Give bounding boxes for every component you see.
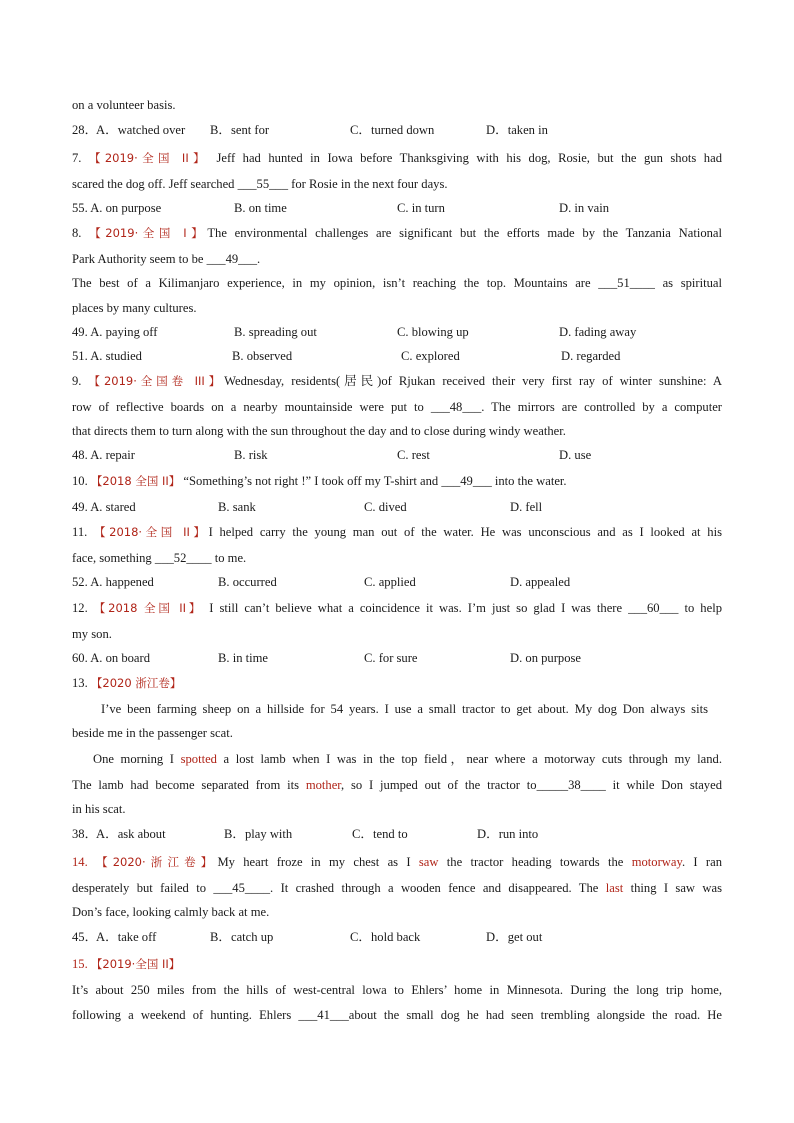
question-number: 10. bbox=[72, 474, 88, 488]
question-text: I helped carry the young man out of the water. He was unconscious and as I looked at his bbox=[208, 525, 722, 539]
source-tag: 【2019·全国 II】 bbox=[90, 957, 181, 971]
option-a: 49. A. paying off bbox=[72, 325, 158, 339]
highlighted-word: spotted bbox=[180, 752, 217, 766]
question-text: Wednesday, residents(居民)of Rjukan received their very first ray of winter sunshine: A bbox=[224, 374, 722, 388]
option-c: C. blowing up bbox=[397, 325, 469, 339]
option-c: C．tend to bbox=[352, 827, 408, 841]
question-10 bbox=[72, 473, 722, 489]
question-text: The environmental challenges are significant but the efforts made by the Tanzania National bbox=[207, 226, 722, 240]
option-a: 49. A. stared bbox=[72, 500, 136, 514]
question-text: desperately but failed to bbox=[72, 881, 214, 895]
answer-blank: ___41___ bbox=[298, 1008, 349, 1022]
question-8-line4: places by many cultures. bbox=[72, 301, 197, 315]
question-text: I still can’t believe what a coincidence it was. I’m just so glad I was there bbox=[203, 601, 629, 615]
text-line: on a volunteer basis. bbox=[72, 98, 176, 112]
option-a: 51. A. studied bbox=[72, 349, 142, 363]
question-number: 13. bbox=[72, 676, 88, 690]
option-c: C．hold back bbox=[350, 930, 421, 944]
question-14-line2 bbox=[72, 880, 722, 896]
passage-text: it while Don stayed bbox=[605, 778, 722, 792]
option-c: C. in turn bbox=[397, 201, 445, 215]
option-a: A．watched over bbox=[96, 123, 186, 137]
option-d: D. use bbox=[559, 448, 592, 462]
option-a: 48. A. repair bbox=[72, 448, 135, 462]
question-text: . bbox=[257, 252, 261, 266]
question-text: to help bbox=[678, 601, 722, 615]
question-7-line2 bbox=[72, 176, 722, 192]
option-a: A．ask about bbox=[96, 827, 166, 841]
question-9-line2 bbox=[72, 399, 722, 415]
question-text: scared the dog off. Jeff searched bbox=[72, 177, 238, 191]
question-text: The best of a Kilimanjaro experience, in my opinion, isn’t reaching the top. Mountains are bbox=[72, 276, 599, 290]
question-number: 14. bbox=[72, 855, 88, 869]
question-text: thing I saw was bbox=[623, 881, 722, 895]
question-8-line3 bbox=[72, 275, 722, 291]
question-text: My heart froze in my chest as I bbox=[217, 855, 419, 869]
passage-text: , so I jumped out of the tractor to bbox=[341, 778, 537, 792]
option-b: B. spreading out bbox=[234, 325, 317, 339]
source-tag: 【2018 全国 II】 bbox=[90, 474, 181, 488]
option-d: D. in vain bbox=[559, 201, 610, 215]
passage-line: in his scat. bbox=[72, 802, 126, 816]
question-number: 8. bbox=[72, 226, 82, 240]
option-a: 52. A. happened bbox=[72, 575, 154, 589]
answer-blank: ___45____ bbox=[213, 881, 271, 895]
answer-blank: ___60___ bbox=[628, 601, 679, 615]
question-text: . It crashed through a wooden fence and disappeared. The bbox=[270, 881, 606, 895]
question-text: to me. bbox=[211, 551, 247, 565]
question-text: into the water. bbox=[491, 474, 567, 488]
option-c: C. for sure bbox=[364, 651, 418, 665]
source-tag: 【2019·全国 I】 bbox=[89, 226, 208, 240]
question-number: 9. bbox=[72, 374, 82, 388]
highlighted-word: motorway bbox=[631, 855, 682, 869]
question-text: . I ran bbox=[681, 855, 722, 869]
option-b: B. on time bbox=[234, 201, 287, 215]
answer-blank: ___51____ bbox=[598, 276, 655, 290]
question-number: 12. bbox=[72, 601, 88, 615]
highlighted-word: mother bbox=[305, 778, 341, 792]
passage-text: The lamb had become separated from its bbox=[72, 778, 306, 792]
question-11 bbox=[72, 524, 722, 540]
question-text: as spiritual bbox=[654, 276, 723, 290]
passage-text: about the small dog he had seen trembling alongside the road. He bbox=[348, 1008, 722, 1022]
answer-blank: ___52____ bbox=[154, 551, 212, 565]
question-number: 11. bbox=[72, 525, 88, 539]
question-14 bbox=[72, 854, 722, 870]
question-9 bbox=[72, 373, 722, 389]
source-tag: 【2018·全国 II】 bbox=[94, 525, 209, 539]
source-tag: 【2018 全国 II】 bbox=[93, 601, 204, 615]
highlighted-word: last bbox=[605, 881, 624, 895]
option-b: B. sank bbox=[218, 500, 256, 514]
highlighted-word: saw bbox=[418, 855, 439, 869]
question-15 bbox=[72, 956, 722, 972]
passage-line: beside me in the passenger scat. bbox=[72, 726, 233, 740]
option-b: B. risk bbox=[234, 448, 268, 462]
option-d: D．get out bbox=[486, 930, 543, 944]
question-text: for Rosie in the next four days. bbox=[288, 177, 448, 191]
option-b: B．catch up bbox=[210, 930, 274, 944]
option-c: C. applied bbox=[364, 575, 416, 589]
option-number: 38． bbox=[72, 827, 98, 841]
question-text: . The mirrors are controlled by a computer bbox=[481, 400, 722, 414]
option-d: D．run into bbox=[477, 827, 539, 841]
answer-blank: ___55___ bbox=[237, 177, 289, 191]
passage-text: following a weekend of hunting. Ehlers bbox=[72, 1008, 299, 1022]
question-text: “Something’s not right !” I took off my T-shirt and bbox=[180, 474, 442, 488]
question-14-line3: Don’s face, looking calmly back at me. bbox=[72, 905, 270, 919]
option-b: B. occurred bbox=[218, 575, 277, 589]
answer-blank: ___49___ bbox=[206, 252, 258, 266]
source-tag: 【2019·全国卷 III】 bbox=[88, 374, 225, 388]
question-12-line2: my son. bbox=[72, 627, 112, 641]
answer-blank: ___48___ bbox=[430, 400, 482, 414]
question-11-line2 bbox=[72, 550, 722, 566]
option-number: 45． bbox=[72, 930, 98, 944]
passage-line: It’s about 250 miles from the hills of west-central lowa to Ehlers’ home in Minnesota. During the long trip home, bbox=[72, 983, 722, 997]
question-8-line2 bbox=[72, 251, 722, 267]
question-text: the tractor heading towards the bbox=[438, 855, 632, 869]
source-tag: 【2019·全国 II】 bbox=[88, 151, 209, 165]
option-c: C. rest bbox=[397, 448, 430, 462]
option-a: 55. A. on purpose bbox=[72, 201, 162, 215]
question-number: 7. bbox=[72, 151, 82, 165]
source-tag: 【2020·浙江卷】 bbox=[96, 855, 218, 869]
question-8 bbox=[72, 225, 722, 241]
question-9-line3: that directs them to turn along with the sun throughout the day and to close during windy weather. bbox=[72, 424, 566, 438]
passage-line bbox=[72, 1007, 722, 1023]
option-c: C. explored bbox=[401, 349, 460, 363]
question-text: row of reflective boards on a nearby mountainside were put to bbox=[72, 400, 431, 414]
option-b: B．sent for bbox=[210, 123, 270, 137]
option-d: D. on purpose bbox=[510, 651, 582, 665]
question-text: face, something bbox=[72, 551, 155, 565]
option-number: 28． bbox=[72, 123, 98, 137]
passage-line bbox=[72, 777, 722, 793]
option-d: D．taken in bbox=[486, 123, 548, 137]
passage-line: I’ve been farming sheep on a hillside for 54 years. I use a small tractor to get about. My dog Don always sits bbox=[101, 702, 708, 716]
option-a: 60. A. on board bbox=[72, 651, 151, 665]
question-13 bbox=[72, 675, 722, 691]
question-text: Park Authority seem to be bbox=[72, 252, 207, 266]
option-c: C．turned down bbox=[350, 123, 435, 137]
option-c: C. dived bbox=[364, 500, 407, 514]
question-text: Jeff had hunted in Iowa before Thanksgiving with his dog, Rosie, but the gun shots had bbox=[208, 151, 722, 165]
answer-blank: _____38____ bbox=[536, 778, 606, 792]
option-a: A．take off bbox=[96, 930, 157, 944]
passage-line bbox=[93, 751, 722, 767]
question-7 bbox=[72, 150, 722, 166]
option-b: B. in time bbox=[218, 651, 269, 665]
option-d: D. appealed bbox=[510, 575, 571, 589]
passage-text: One morning I bbox=[93, 752, 181, 766]
option-b: B. observed bbox=[232, 349, 293, 363]
option-d: D. fading away bbox=[559, 325, 637, 339]
passage-text: a lost lamb when I was in the top field，near where a motorway cuts through my land. bbox=[216, 752, 722, 766]
question-number: 15. bbox=[72, 957, 88, 971]
option-b: B．play with bbox=[224, 827, 293, 841]
option-d: D. regarded bbox=[561, 349, 621, 363]
question-12 bbox=[72, 600, 722, 616]
option-d: D. fell bbox=[510, 500, 543, 514]
source-tag: 【2020 浙江卷】 bbox=[90, 676, 182, 690]
answer-blank: ___49___ bbox=[441, 474, 492, 488]
